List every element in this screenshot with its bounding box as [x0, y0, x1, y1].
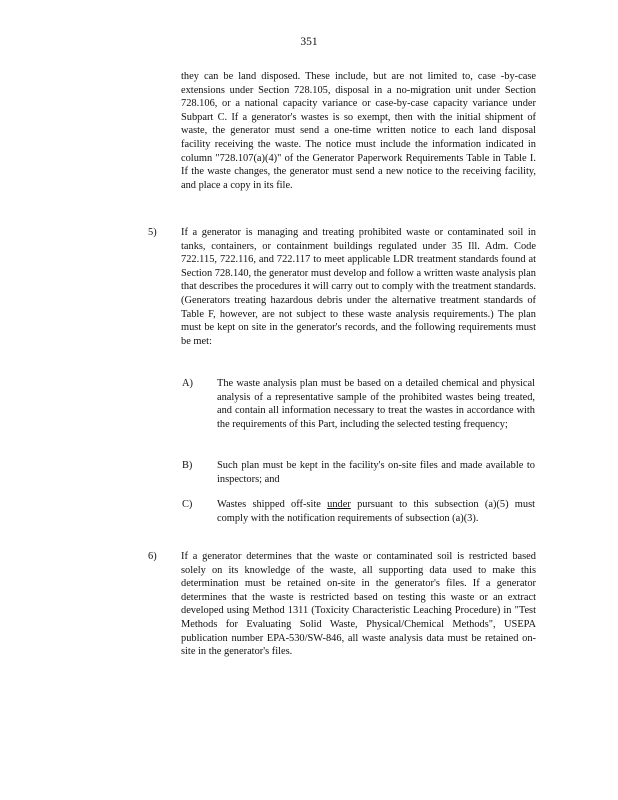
item-6-number: 6) — [148, 551, 157, 562]
subitem-a-label: A) — [182, 378, 193, 389]
subitem-c-text-end: pursuant to this subsection (a)(5) must comply with the notification requirements of subsection (a)(3). — [217, 499, 536, 524]
subitem-c-label: C) — [182, 499, 193, 510]
subitem-b-text: Such plan must be kept in the facility's on-site files and made available to inspectors; and — [217, 460, 535, 485]
subitem-c-underlined-word: under — [327, 499, 351, 510]
item-6-text: If a generator determines that the waste or contaminated soil is restricted based solely on its knowledge of the waste, all supporting data used to make this determination must be retained on-site in the generator's files. If a generator determines that the waste is restricted based on testing this waste or an extract developed using Method 1311 (Toxicity Characteristic Leaching Procedure) in "Test Methods for Evaluating Solid Waste, Physical/Chemical Methods", USEPA publication number EPA-530/SW-846, all waste analysis data must be retained on-site in the generator's files. — [181, 551, 536, 658]
item-5-text: If a generator is managing and treating prohibited waste or contaminated soil in tanks, containers, or containment buildings regulated under 35 Ill. Adm. Code 722.115, 722.116, and 722.117 to meet applicable LDR treatment standards found at Section 728.140, the generator must develop and follow a written waste analysis plan that describes the procedures it will carry out to comply with the treatment standards. (Generators treating hazardous debris under the alternative treatment standards of Table F, however, are not subject to these waste analysis requirements.) The plan must be kept on site in the generator's records, and the following requirements must be met: — [181, 227, 536, 347]
subitem-c-text — [217, 498, 535, 525]
subitem-a-text: The waste analysis plan must be based on a detailed chemical and physical analysis of a representative sample of the prohibited wastes being treated, and contain all information necessary to treat the wastes in accordance with the requirements of this Part, including the selected testing frequency; — [217, 378, 535, 430]
subitem-c-text-start: Wastes shipped off-site — [217, 499, 328, 510]
item-5-number: 5) — [148, 227, 157, 238]
subitem-b-label: B) — [182, 460, 193, 471]
intro-paragraph: they can be land disposed. These include, but are not limited to, case -by-case extensions under Section 728.105, disposal in a no-migration unit under Section 728.106, or a national capacity variance or case-by-case capacity variance under Subpart C. If a generator's wastes is so exempt, then with the initial shipment of waste, the generator must send a one-time written notice to each land disposal facility receiving the waste. The notice must include the information indicated in column "728.107(a)(4)" of the Generator Paperwork Requirements Table in Table I. If the waste changes, the generator must send a new notice to the receiving facility, and place a copy in its file. — [181, 71, 536, 191]
page-number: 351 — [300, 36, 318, 48]
